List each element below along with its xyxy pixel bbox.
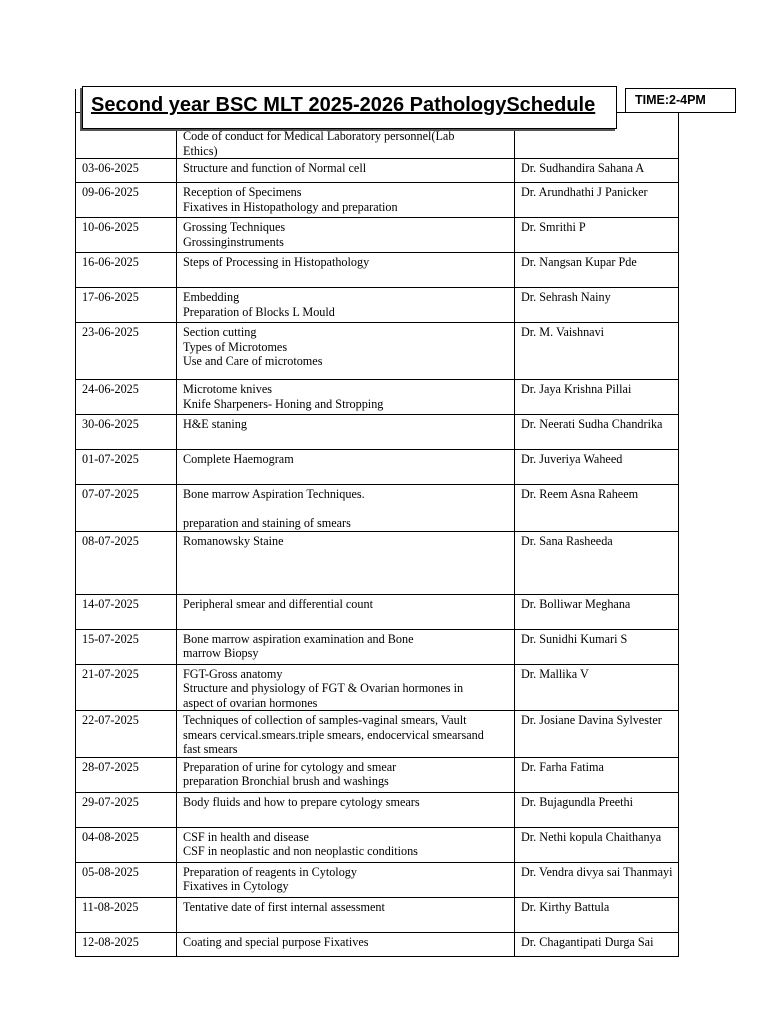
faculty-cell: Dr. Farha Fatima bbox=[515, 757, 679, 792]
table-row bbox=[76, 183, 679, 218]
topic-line: Code of conduct for Medical Laboratory personnel(Lab bbox=[183, 129, 455, 143]
topic-cell bbox=[177, 757, 515, 792]
topic-cell bbox=[177, 932, 515, 956]
table-row bbox=[76, 757, 679, 792]
topic-line: Bone marrow aspiration examination and Bone bbox=[183, 631, 414, 646]
faculty-cell: Dr. Sana Rasheeda bbox=[515, 531, 679, 594]
date-cell: 01-07-2025 bbox=[76, 450, 177, 485]
table-row bbox=[76, 932, 679, 956]
faculty-cell: Dr. M. Vaishnavi bbox=[515, 323, 679, 380]
topic-line: aspect of ovarian hormones bbox=[183, 695, 318, 710]
table-row bbox=[76, 159, 679, 183]
topic-cell bbox=[177, 380, 515, 415]
title-box bbox=[82, 86, 617, 129]
topic-line: Steps of Processing in Histopathology bbox=[183, 255, 370, 269]
schedule-table bbox=[75, 112, 679, 957]
topic-line: Complete Haemogram bbox=[183, 452, 294, 466]
topic-cell bbox=[177, 218, 515, 253]
topic-cell bbox=[177, 862, 515, 897]
topic-cell bbox=[177, 711, 515, 758]
table-row bbox=[76, 664, 679, 711]
topic-line: Embedding bbox=[183, 290, 240, 304]
faculty-cell: Dr. Reem Asna Raheem bbox=[515, 485, 679, 532]
topic-cell bbox=[177, 594, 515, 629]
topic-line: CSF in health and disease bbox=[183, 829, 309, 844]
date-cell: 21-07-2025 bbox=[76, 664, 177, 711]
topic-line: Body fluids and how to prepare cytology smears bbox=[183, 794, 420, 809]
topic-line: Types of Microtomes bbox=[183, 339, 288, 354]
date-cell: 08-07-2025 bbox=[76, 531, 177, 594]
topic-line: CSF in neoplastic and non neoplastic conditions bbox=[183, 844, 418, 858]
topic-cell bbox=[177, 288, 515, 323]
date-cell: 28-07-2025 bbox=[76, 757, 177, 792]
date-cell: 24-06-2025 bbox=[76, 380, 177, 415]
topic-line: Preparation of Blocks L Mould bbox=[183, 304, 335, 319]
date-cell: 23-06-2025 bbox=[76, 323, 177, 380]
topic-cell bbox=[177, 159, 515, 183]
topic-line: fast smears bbox=[183, 742, 238, 756]
faculty-cell: Dr. Smrithi P bbox=[515, 218, 679, 253]
faculty-cell: Dr. Neerati Sudha Chandrika bbox=[515, 415, 679, 450]
table-row bbox=[76, 450, 679, 485]
topic-line: FGT-Gross anatomy bbox=[183, 666, 283, 681]
topic-line: Bone marrow Aspiration Techniques. bbox=[183, 487, 365, 501]
faculty-cell: Dr. Nangsan Kupar Pde bbox=[515, 253, 679, 288]
topic-line: smears cervical.smears.triple smears, endocervical smearsand bbox=[183, 727, 484, 742]
topic-cell bbox=[177, 792, 515, 827]
date-cell: 05-08-2025 bbox=[76, 862, 177, 897]
date-cell: 04-08-2025 bbox=[76, 827, 177, 862]
table-row bbox=[76, 897, 679, 932]
table-frame-edge bbox=[75, 89, 76, 113]
date-cell: 17-06-2025 bbox=[76, 288, 177, 323]
table-row bbox=[76, 827, 679, 862]
topic-line: Microtome knives bbox=[183, 382, 273, 396]
faculty-cell: Dr. Sunidhi Kumari S bbox=[515, 629, 679, 664]
table-row bbox=[76, 862, 679, 897]
faculty-cell: Dr. Sehrash Nainy bbox=[515, 288, 679, 323]
topic-line: Fixatives in Cytology bbox=[183, 879, 289, 893]
topic-line: preparation Bronchial brush and washings bbox=[183, 774, 389, 788]
table-row bbox=[76, 415, 679, 450]
faculty-cell: Dr. Chagantipati Durga Sai bbox=[515, 932, 679, 956]
topic-line: Ethics) bbox=[183, 143, 218, 158]
topic-line: Structure and function of Normal cell bbox=[183, 161, 367, 175]
faculty-cell: Dr. Kirthy Battula bbox=[515, 897, 679, 932]
table-row bbox=[76, 792, 679, 827]
table-row bbox=[76, 218, 679, 253]
topic-cell bbox=[177, 664, 515, 711]
table-row bbox=[76, 288, 679, 323]
time-box bbox=[625, 88, 736, 113]
table-row bbox=[76, 380, 679, 415]
topic-cell bbox=[177, 253, 515, 288]
topic-line: Techniques of collection of samples-vaginal smears, Vault bbox=[183, 713, 467, 727]
table-row bbox=[76, 253, 679, 288]
topic-cell bbox=[177, 827, 515, 862]
date-cell: 12-08-2025 bbox=[76, 932, 177, 956]
topic-line: Grossinginstruments bbox=[183, 234, 284, 249]
topic-line bbox=[183, 502, 514, 517]
date-cell: 11-08-2025 bbox=[76, 897, 177, 932]
faculty-cell: Dr. Mallika V bbox=[515, 664, 679, 711]
topic-line: Reception of Specimens bbox=[183, 185, 302, 199]
topic-line: Peripheral smear and differential count bbox=[183, 596, 373, 611]
date-cell: 29-07-2025 bbox=[76, 792, 177, 827]
topic-line: Structure and physiology of FGT & Ovarian hormones in bbox=[183, 681, 464, 695]
date-cell: 07-07-2025 bbox=[76, 485, 177, 532]
table-row bbox=[76, 323, 679, 380]
table-row bbox=[76, 485, 679, 532]
session-time: TIME:2-4PM bbox=[635, 93, 706, 107]
table-row bbox=[76, 531, 679, 594]
table-row bbox=[76, 629, 679, 664]
topic-cell bbox=[177, 415, 515, 450]
topic-line: Coating and special purpose Fixatives bbox=[183, 934, 369, 949]
faculty-cell: Dr. Vendra divya sai Thanmayi bbox=[515, 862, 679, 897]
faculty-cell: Dr. Juveriya Waheed bbox=[515, 450, 679, 485]
table-row bbox=[76, 594, 679, 629]
topic-line: Fixatives in Histopathology and preparation bbox=[183, 199, 398, 214]
date-cell: 30-06-2025 bbox=[76, 415, 177, 450]
faculty-cell: Dr. Jaya Krishna Pillai bbox=[515, 380, 679, 415]
topic-line: Knife Sharpeners- Honing and Stropping bbox=[183, 396, 384, 411]
topic-line: H&E staning bbox=[183, 417, 247, 431]
topic-line: Section cutting bbox=[183, 325, 257, 339]
topic-line: Use and Care of microtomes bbox=[183, 354, 323, 368]
date-cell: 16-06-2025 bbox=[76, 253, 177, 288]
faculty-cell: Dr. Bolliwar Meghana bbox=[515, 594, 679, 629]
date-cell: 10-06-2025 bbox=[76, 218, 177, 253]
topic-line: Tentative date of first internal assessment bbox=[183, 899, 385, 914]
topic-line: preparation and staining of smears bbox=[183, 516, 351, 530]
table-row bbox=[76, 711, 679, 758]
topic-cell bbox=[177, 485, 515, 532]
topic-cell bbox=[177, 897, 515, 932]
faculty-cell: Dr. Sudhandira Sahana A bbox=[515, 159, 679, 183]
topic-cell bbox=[177, 323, 515, 380]
topic-cell bbox=[177, 629, 515, 664]
faculty-cell: Dr. Bujagundla Preethi bbox=[515, 792, 679, 827]
page-title: Second year BSC MLT 2025-2026 PathologySchedule bbox=[91, 94, 596, 116]
topic-line: Preparation of urine for cytology and smear bbox=[183, 759, 397, 774]
topic-line: Grossing Techniques bbox=[183, 220, 286, 234]
date-cell: 14-07-2025 bbox=[76, 594, 177, 629]
topic-line: Romanowsky Staine bbox=[183, 533, 284, 548]
date-cell: 15-07-2025 bbox=[76, 629, 177, 664]
faculty-cell: Dr. Nethi kopula Chaithanya bbox=[515, 827, 679, 862]
faculty-cell: Dr. Josiane Davina Sylvester bbox=[515, 711, 679, 758]
date-cell: 03-06-2025 bbox=[76, 159, 177, 183]
topic-line: marrow Biopsy bbox=[183, 646, 259, 660]
topic-cell bbox=[177, 183, 515, 218]
topic-cell bbox=[177, 450, 515, 485]
schedule-body bbox=[76, 113, 679, 957]
topic-line: Preparation of reagents in Cytology bbox=[183, 864, 357, 879]
topic-cell bbox=[177, 531, 515, 594]
date-cell: 09-06-2025 bbox=[76, 183, 177, 218]
faculty-cell: Dr. Arundhathi J Panicker bbox=[515, 183, 679, 218]
date-cell: 22-07-2025 bbox=[76, 711, 177, 758]
